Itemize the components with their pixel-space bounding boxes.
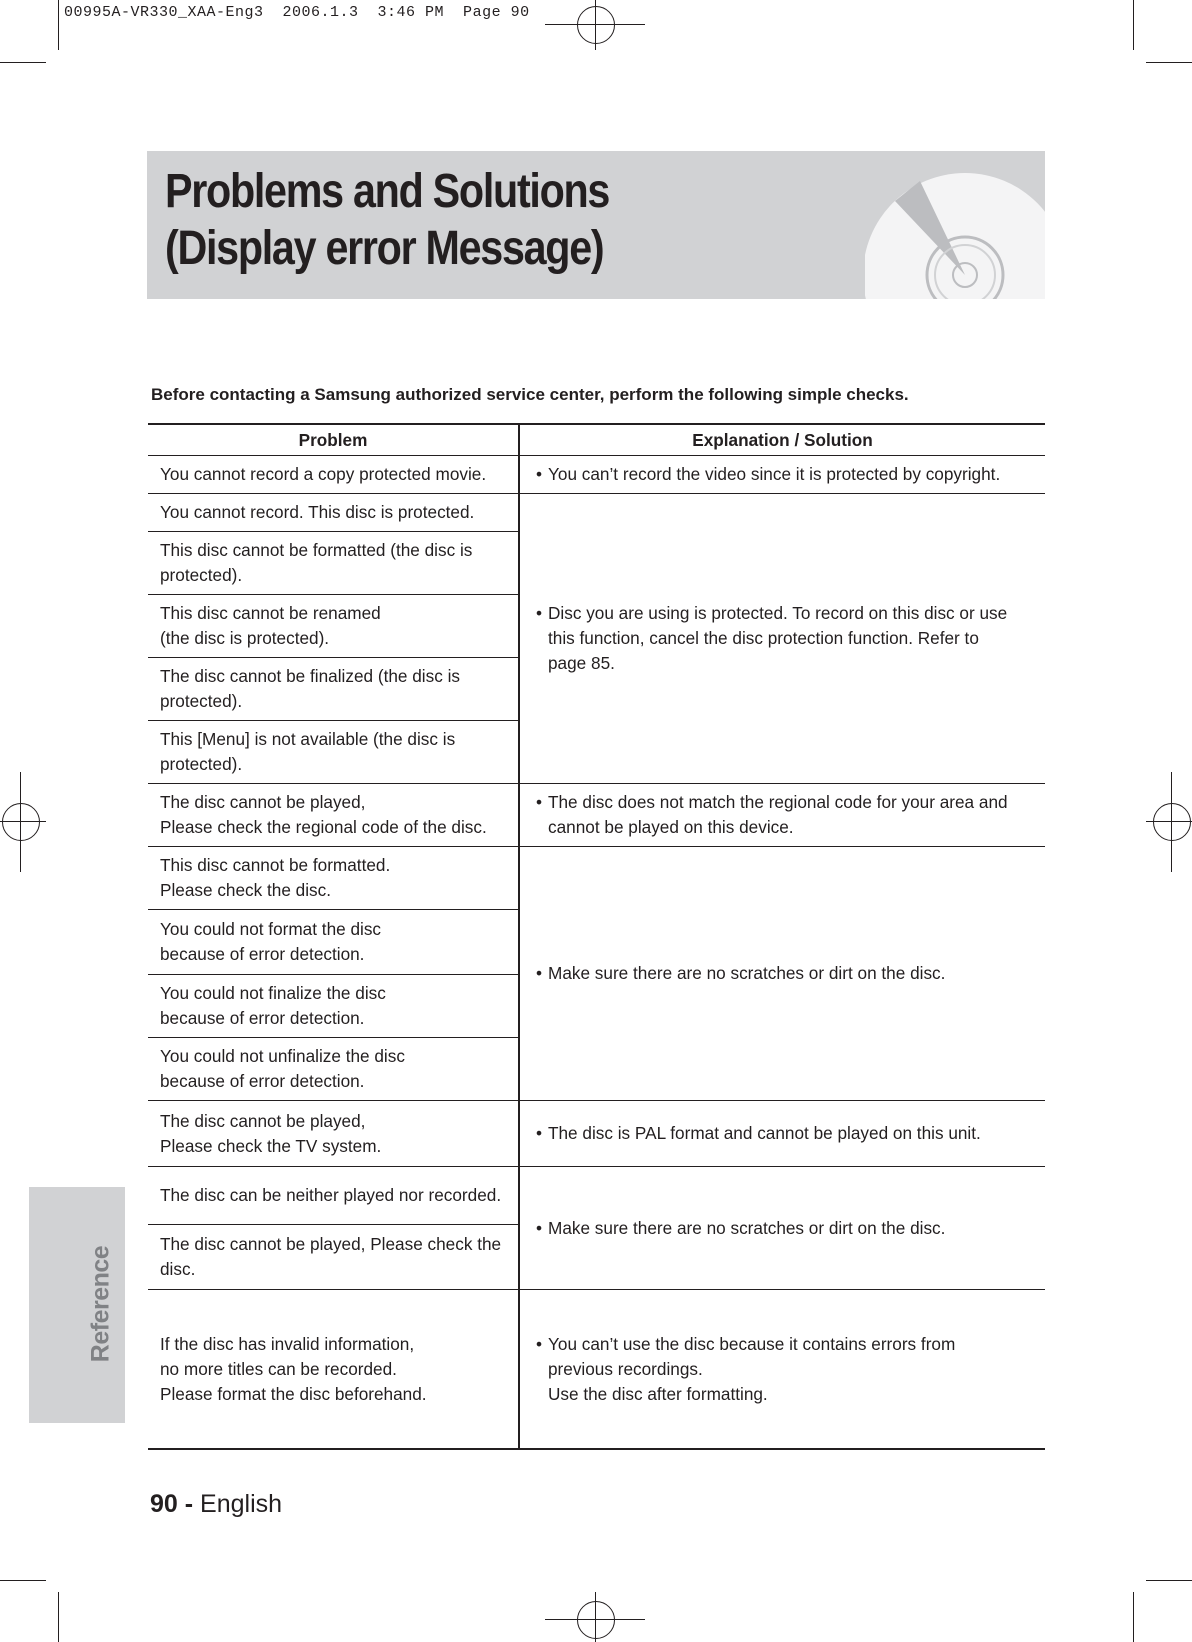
bullet-icon: • (536, 464, 543, 484)
problem-cell (148, 910, 519, 975)
problem-text: This disc cannot be formatted (the disc is protected). (160, 540, 473, 585)
page-footer (150, 1490, 282, 1519)
table-row (148, 784, 1045, 847)
problem-cell (148, 1038, 519, 1101)
problem-cell (148, 1290, 519, 1450)
solution-cell (519, 456, 1045, 494)
crop-mark (58, 1592, 59, 1642)
problem-text: If the disc has invalid information, no more titles can be recorded. Please format the disc beforehand. (160, 1333, 427, 1404)
table-header-row (148, 424, 1045, 456)
table-row (148, 1167, 1045, 1225)
bullet-icon: • (536, 1217, 543, 1238)
solution-text: Disc you are using is protected. To record on this disc or use this function, cancel the disc protection function. Refer to page 85. (548, 603, 1008, 673)
problem-cell (148, 658, 519, 721)
page-title (165, 163, 609, 277)
problem-cell (148, 595, 519, 658)
solution-text: You can’t record the video since it is protected by copyright. (548, 464, 1001, 484)
table-row (148, 1101, 1045, 1167)
page-language: English (200, 1490, 283, 1518)
solution-cell (519, 1101, 1045, 1167)
problem-cell (148, 847, 519, 910)
problem-text: The disc can be neither played nor recorded. (160, 1185, 502, 1205)
solution-text: The disc is PAL format and cannot be played on this unit. (548, 1123, 981, 1143)
title-banner (147, 151, 1045, 299)
solution-text: You can’t use the disc because it contains errors from previous recordings. Use the disc after formatting. (548, 1333, 956, 1404)
problem-text: You could not format the disc because of error detection. (160, 919, 382, 964)
crop-mark (1133, 1592, 1134, 1642)
solution-text: Make sure there are no scratches or dirt on the disc. (548, 963, 946, 983)
problem-cell (148, 1225, 519, 1290)
page-title-line2: (Display error Message) (165, 222, 604, 275)
solution-cell (519, 1167, 1045, 1290)
crop-mark (0, 62, 46, 63)
bullet-icon: • (536, 792, 543, 812)
problem-cell (148, 1167, 519, 1225)
bullet-icon: • (536, 603, 543, 623)
table-row (148, 494, 1045, 532)
solution-cell (519, 784, 1045, 847)
error-message-table (148, 423, 1045, 1450)
problem-cell (148, 494, 519, 532)
bullet-icon: • (536, 963, 543, 983)
disc-icon (865, 151, 1045, 299)
problem-text: You cannot record a copy protected movie. (160, 464, 487, 484)
crop-mark (1146, 62, 1192, 63)
page-title-line1: Problems and Solutions (165, 165, 610, 218)
page-number: 90 - (150, 1490, 194, 1518)
solution-text: Make sure there are no scratches or dirt on the disc. (548, 1217, 946, 1238)
problem-cell (148, 721, 519, 784)
bullet-icon: • (536, 1123, 543, 1143)
problem-text: You could not finalize the disc because of error detection. (160, 983, 386, 1028)
problem-text: This disc cannot be formatted. Please check the disc. (160, 855, 391, 900)
crop-mark (1133, 0, 1134, 50)
table-row (148, 1290, 1045, 1450)
crop-mark (1146, 1580, 1192, 1581)
problem-text: This disc cannot be renamed (the disc is protected). (160, 603, 381, 648)
problem-text: You cannot record. This disc is protected. (160, 502, 475, 522)
problem-text: The disc cannot be played, Please check the disc. (160, 1234, 502, 1279)
table-row (148, 456, 1045, 494)
problem-text: The disc cannot be played, Please check the regional code of the disc. (160, 792, 487, 837)
solution-cell (519, 847, 1045, 1101)
problem-cell (148, 975, 519, 1038)
problem-cell (148, 456, 519, 494)
problem-cell (148, 532, 519, 595)
problem-text: The disc cannot be finalized (the disc is protected). (160, 666, 460, 711)
bullet-icon: • (536, 1333, 543, 1354)
problem-cell (148, 1101, 519, 1167)
crop-mark (58, 0, 59, 50)
problem-text: You could not unfinalize the disc because of error detection. (160, 1046, 405, 1091)
table-row (148, 847, 1045, 910)
solution-text: The disc does not match the regional code for your area and cannot be played on this device. (548, 792, 1008, 837)
problem-cell (148, 784, 519, 847)
print-header: 00995A-VR330_XAA-Eng3 2006.1.3 3:46 PM Page 90 (64, 4, 530, 21)
problem-text: The disc cannot be played, Please check the TV system. (160, 1110, 382, 1156)
solution-cell (519, 494, 1045, 784)
solution-column-header: Explanation / Solution (519, 424, 1045, 456)
section-side-tab-label: Reference (86, 1245, 115, 1363)
problem-column-header: Problem (148, 424, 519, 456)
problem-text: This [Menu] is not available (the disc is protected). (160, 729, 456, 774)
crop-mark (0, 1580, 46, 1581)
solution-cell (519, 1290, 1045, 1450)
intro-text: Before contacting a Samsung authorized service center, perform the following simple checks. (151, 385, 909, 404)
